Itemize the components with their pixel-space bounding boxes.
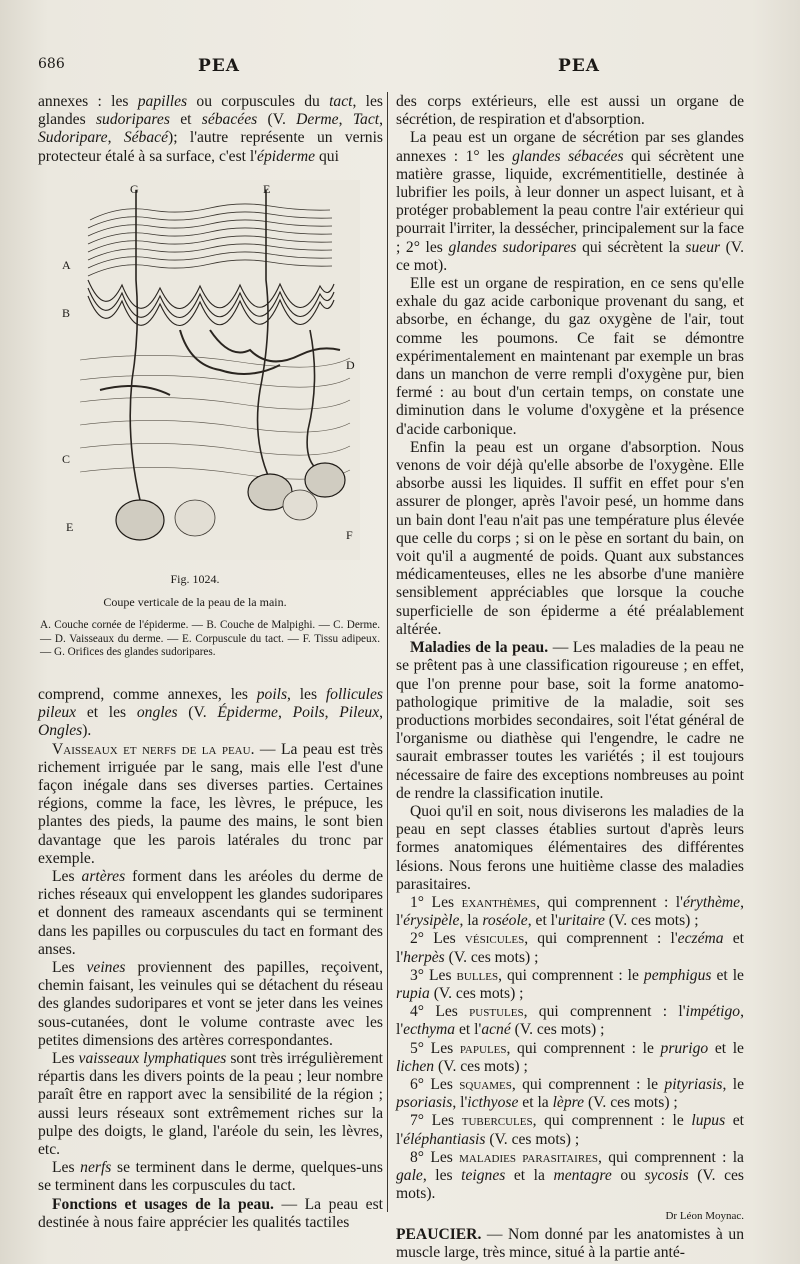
right-column-paragraphs <box>396 93 744 1203</box>
paragraph: 4° Les pustules, qui comprennent : l'impétigo, l'ecthyma et l'acné (V. ces mots) ; <box>396 1003 744 1039</box>
fig-label-c: C <box>62 452 71 466</box>
fig-label-d: D <box>346 358 355 372</box>
fig-label-g-top: G <box>130 182 139 196</box>
fig-label-e-top: E <box>263 182 271 196</box>
paragraph: 8° Les maladies parasitaires, qui comprennent : la gale, les teignes et la mentagre ou sycosis (V. ces mots). <box>396 1148 744 1203</box>
right-column <box>396 93 744 1262</box>
paragraph: 2° Les vésicules, qui comprennent : l'eczéma et l'herpès (V. ces mots) ; <box>396 930 744 966</box>
fig-label-e-left: E <box>66 520 74 534</box>
fig-label-b: B <box>62 306 71 320</box>
paragraph: 5° Les papules, qui comprennent : le prurigo et le lichen (V. ces mots) ; <box>396 1039 744 1075</box>
paragraph: 6° Les squames, qui comprennent : le pityriasis, le psoriasis, l'icthyose et la lèpre (V. ces mots) ; <box>396 1075 744 1112</box>
paragraph: Vaisseaux et nerfs de la peau. — La peau est très richement irriguée par le sang, mais elle l'est d'une façon inégale dans ses diverses parties. Certaines régions, comme la face, les lèvres, le prépuce, les plantes des pieds, la paume des mains, le sont bien davantage que les parois latérales du tronc par exemple. <box>38 740 383 867</box>
paragraph: Quoi qu'il en soit, nous diviserons les maladies de la peau en sept classes établies surtout d'après leurs formes anatomiques élémentaires des différentes lésions. Nous ferons une huitième classe des maladies parasitaires. <box>396 802 744 893</box>
column-rule <box>387 92 388 1212</box>
paragraph: des corps extérieurs, elle est aussi un organe de sécrétion, de respiration et d'absorption. <box>396 93 744 129</box>
paragraph: La peau est un organe de sécrétion par ses glandes annexes : 1° les glandes sébacées qui sécrètent une matière grasse, liquide, excrémentitielle, destinée à lubrifier les poils, à leur donner un aspect luisant, et à protéger probablement la peau contre l'air extérieur qui pourrait l'irriter, la dessécher, principalement sur la face ; 2° les glandes sudoripares qui sécrètent la sueur (V. ce mot). <box>396 129 745 274</box>
paragraph: Les veines proviennent des papilles, reçoivent, chemin faisant, les veinules qui se détachent du réseau des glandes sudoripares et vont se jeter dans les veines sous-cutanées, dont le volume contraste avec les petites dimensions des artères correspondantes. <box>38 959 383 1049</box>
paragraph: Enfin la peau est un organe d'absorption. Nous venons de voir déjà qu'elle absorbe de l'oxygène. Elle absorbe aussi les liquides. Il suffit en effet pour s'en assurer de plonger, après l'avoir pesé, un homme dans un bain dont l'eau n'ait pas une température plus élevée que celle du corps ; si on le pèse en sortant du bain, on voit qu'il a augmenté de poids. Quant aux substances médicamenteuses, elles ne les absorbe d'une manière sensiblement appréciables que lorsque la couche superficielle de son épiderme a été préalablement altérée. <box>396 438 744 638</box>
running-head-right: PEA <box>558 56 600 76</box>
figure-caption <box>40 572 380 660</box>
paragraph: Les vaisseaux lymphatiques sont très irrégulièrement répartis dans les divers points de la peau ; leur nombre paraît être en rapport avec la sensibilité de la région ; aussi leurs réseaux sont extrêmement riches sur la pulpe des doigts, le gland, l'aréole du sein, les lèvres, etc. <box>38 1050 383 1159</box>
paragraph: Elle est un organe de respiration, en ce sens qu'elle exhale du gaz acide carbonique provenant du sang, et absorbe, en échange, du gaz oxygène de l'air, tout comme les poumons. Ce fait se démontre expérimentalement en maintenant par exemple un bras dans un manchon de verre rempli d'oxygène pur, bien fermé : au bout d'un certain temps, on constate une diminution dans le volume d'oxygène et la présence d'acide carbonique. <box>396 275 744 438</box>
figure-title: Coupe verticale de la peau de la main. <box>103 595 287 609</box>
skin-illustration <box>60 180 360 560</box>
fig-label-f: F <box>346 528 353 542</box>
paragraph: Maladies de la peau. — Les maladies de la peau ne se prêtent pas à une classification rigoureuse ; en effet, que l'on prenne pour base, soit la forme anatomo-pathologique primitive de la maladie, soit ses productions morbides secondaires, soit l'état général de l'organisme ou diathèse qui l'engendre, le cadre ne saurait embrasser toutes les variétés ; il est toujours nécessaire de faire des exceptions nombreuses au point de rendre la classification inutile. <box>396 639 744 802</box>
paragraph: comprend, comme annexes, les poils, les follicules pileux et les ongles (V. Épiderme, Poils, Pileux, Ongles). <box>38 686 384 740</box>
paragraph: 7° Les tubercules, qui comprennent : le lupus et l'éléphantiasis (V. ces mots) ; <box>396 1112 744 1148</box>
paragraph: 3° Les bulles, qui comprennent : le pemphigus et le rupia (V. ces mots) ; <box>396 966 744 1002</box>
running-head-left: PEA <box>198 56 240 76</box>
paragraph: 1° Les exanthèmes, qui comprennent : l'érythème, l'érysipèle, la roséole, et l'uritaire (V. ces mots) ; <box>396 893 744 930</box>
paragraph: annexes : les papilles ou corpuscules du tact, les glandes sudoripares et sébacées (V. Derme, Tact, Sudoripare, Sébacé); l'autre représente un vernis protecteur étalé à sa surface, c'est l'épiderme qui <box>38 93 384 165</box>
left-column-top <box>38 93 383 166</box>
peaucier-entry: PEAUCIER. — Nom donné par les anatomistes à un muscle large, très mince, situé à la partie anté- <box>396 1225 744 1261</box>
page-number: 686 <box>38 56 65 72</box>
skin-section-figure <box>60 180 360 560</box>
figure-legend: A. Couche cornée de l'épiderme. — B. Couche de Malpighi. — C. Derme. — D. Vaisseaux du derme. — E. Corpuscule du tact. — F. Tissu adipeux. — G. Orifices des glandes sudoripares. <box>40 619 380 658</box>
left-column-bottom <box>38 686 383 1232</box>
fig-label-a: A <box>62 258 71 272</box>
figure-number: Fig. 1024. <box>170 572 220 586</box>
paragraph: Les nerfs se terminent dans le derme, quelques-uns se terminent dans les corpuscules du tact. <box>38 1159 383 1195</box>
paragraph: Fonctions et usages de la peau. — La peau est destinée à nous faire apprécier les qualités tactiles <box>38 1195 383 1231</box>
author-signature: Dr Léon Moynac. <box>665 1210 744 1223</box>
paragraph: Les artères forment dans les aréoles du derme de riches réseaux qui enveloppent les glandes sudoripares et donnent des rameaux ascendants qui se terminent dans les papilles ou corpuscules du tact en formant des anses. <box>38 868 383 958</box>
